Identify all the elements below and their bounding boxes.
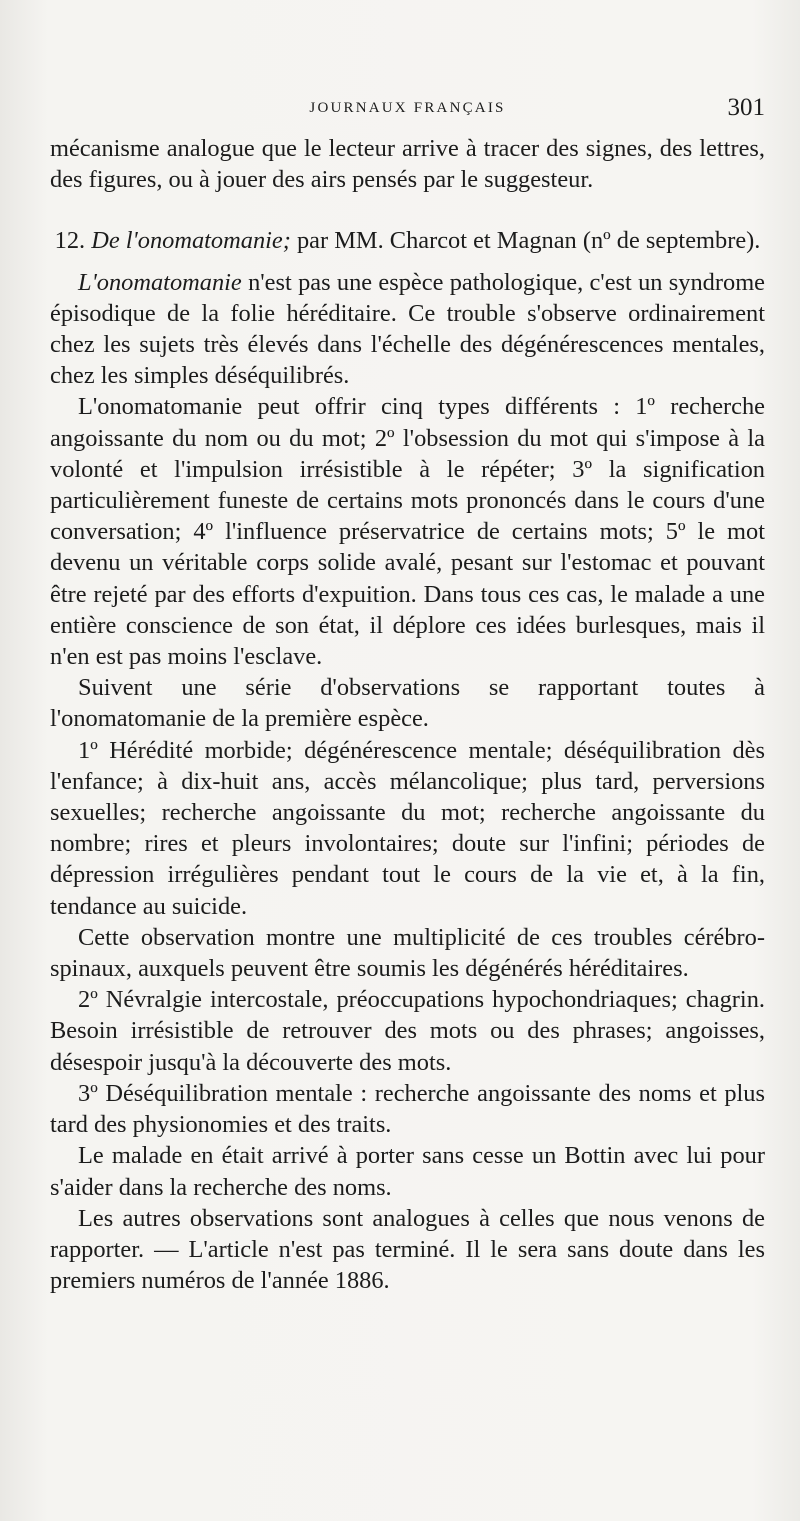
paragraph — [50, 267, 765, 392]
article-authors: par MM. Charcot et Magnan (nº de septembre). — [296, 227, 761, 255]
paragraph: L'onomatomanie peut offrir cinq types différents : 1º recherche angoissante du nom ou du mot; 2º l'obsession du mot qui s'impose à la volonté et l'impulsion irrésistible à le répéter; 3º la signification particulièrement funeste de certains mots prononcés dans le cours d'une conversation; 4º l'influence préservatrice de certains mots; 5º le mot devenu un véritable corps solide avalé, pesant sur l'estomac et pouvant être rejeté par des efforts d'expuition. Dans tous ces cas, le malade a une entière conscience de son état, il déplore ces idées burlesques, mais il n'en est pas moins l'esclave. — [50, 393, 765, 671]
paragraph: Suivent une série d'observations se rapportant toutes à l'onomatomanie de la première espèce. — [50, 674, 765, 733]
paragraph-text: n'est pas une espèce pathologique, c'est un syndrome épisodique de la folie héréditaire. Ce trouble s'observe ordinairement chez les sujets très élevés dans l'échelle des dégénérescences mentales, chez les simples déséquilibrés. — [50, 268, 765, 390]
paragraph: Les autres observations sont analogues à celles que nous venons de rapporter. — L'article n'est pas terminé. Il le sera sans doute dans les premiers numéros de l'année 1886. — [50, 1204, 765, 1295]
paragraph: 3º Déséquilibration mentale : recherche angoissante des noms et plus tard des physionomies et des traits. — [50, 1079, 765, 1139]
article-title-italic: De l'onomatomanie; — [91, 227, 291, 255]
term-italic: L'onomatomanie — [78, 268, 242, 296]
page-number: 301 — [727, 94, 765, 121]
running-head: JOURNAUX FRANÇAIS — [309, 100, 506, 116]
paragraph-continuation: mécanisme analogue que le lecteur arrive à tracer des signes, des lettres, des figures, ou à jouer des airs pensés par le suggesteur. — [50, 135, 765, 194]
article-number: 12. — [54, 227, 86, 255]
paragraph: Cette observation montre une multiplicité de ces troubles cérébro-spinaux, auxquels peuvent être soumis les dégénérés héréditaires. — [50, 923, 765, 983]
paragraph: 1º Hérédité morbide; dégénérescence mentale; déséquilibration dès l'enfance; à dix-huit ans, accès mélancolique; plus tard, perversions sexuelles; recherche angoissante du mot; recherche angoissante du nombre; rires et pleurs involontaires; doute sur l'infini; périodes de dépression irrégulières pendant tout le cours de la vie et, à la fin, tendance au suicide. — [50, 736, 765, 920]
page-body — [50, 133, 765, 1296]
page-header — [50, 96, 765, 126]
paragraph: Le malade en était arrivé à porter sans cesse un Bottin avec lui pour s'aider dans la recherche des noms. — [50, 1142, 765, 1201]
article-title — [50, 225, 765, 256]
paragraph: 2º Névralgie intercostale, préoccupations hypochondriaques; chagrin. Besoin irrésistible de retrouver des mots ou des phrases; angoisses, désespoir jusqu'à la découverte des mots. — [50, 986, 765, 1076]
